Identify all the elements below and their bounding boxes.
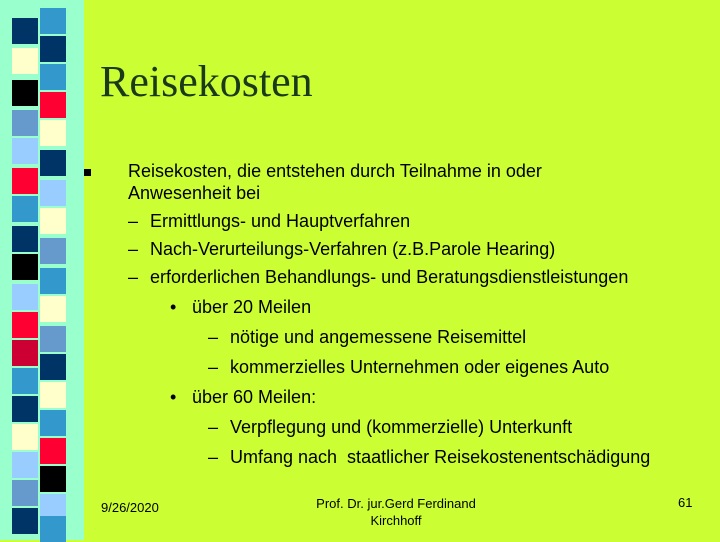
decorative-block bbox=[12, 138, 38, 164]
footer-author-line1: Prof. Dr. jur.Gerd Ferdinand bbox=[316, 496, 476, 511]
slide-line bbox=[170, 386, 316, 408]
line-marker: – bbox=[128, 211, 139, 231]
decorative-block bbox=[12, 312, 38, 338]
decorative-block bbox=[12, 508, 38, 534]
decorative-block bbox=[40, 36, 66, 62]
decorative-block bbox=[40, 354, 66, 380]
line-text: kommerzielles Unternehmen oder eigenes Auto bbox=[230, 357, 610, 377]
decorative-block bbox=[40, 268, 66, 294]
line-text: Verpflegung und (kommerzielle) Unterkunft bbox=[230, 417, 573, 437]
decorative-block bbox=[40, 150, 66, 176]
line-text: über 60 Meilen: bbox=[192, 387, 317, 407]
decorative-block bbox=[40, 466, 66, 492]
decorative-block bbox=[12, 452, 38, 478]
decorative-block bbox=[40, 8, 66, 34]
line-text: über 20 Meilen bbox=[192, 297, 312, 317]
decorative-block bbox=[12, 110, 38, 136]
decorative-block bbox=[40, 180, 66, 206]
decorative-block bbox=[12, 340, 38, 366]
decorative-block bbox=[40, 120, 66, 146]
decorative-block bbox=[40, 64, 66, 90]
bullet-square-icon bbox=[84, 169, 91, 176]
line-text: Ermittlungs- und Hauptverfahren bbox=[150, 211, 411, 231]
line-marker: • bbox=[170, 387, 177, 407]
decorative-block bbox=[12, 254, 38, 280]
decorative-block bbox=[12, 168, 38, 194]
slide-line bbox=[208, 416, 572, 438]
slide-title: Reisekosten bbox=[100, 57, 313, 106]
decorative-block bbox=[12, 480, 38, 506]
decorative-block bbox=[12, 284, 38, 310]
footer-author bbox=[286, 495, 506, 529]
slide-line bbox=[208, 446, 650, 468]
decorative-block bbox=[40, 238, 66, 264]
decorative-block bbox=[12, 196, 38, 222]
decorative-block bbox=[40, 296, 66, 322]
line-text: erforderlichen Behandlungs- und Beratungsdienstleistungen bbox=[150, 267, 629, 287]
line-marker: – bbox=[208, 357, 219, 377]
slide-line bbox=[128, 210, 410, 232]
decorative-block bbox=[12, 226, 38, 252]
line-marker: – bbox=[208, 447, 219, 467]
decorative-block bbox=[40, 326, 66, 352]
line-marker: – bbox=[208, 417, 219, 437]
slide-line bbox=[128, 266, 628, 288]
slide-line bbox=[208, 356, 609, 378]
decorative-block bbox=[12, 368, 38, 394]
decorative-block bbox=[12, 80, 38, 106]
decorative-block bbox=[40, 92, 66, 118]
decorative-block bbox=[40, 208, 66, 234]
footer-date: 9/26/2020 bbox=[101, 500, 159, 515]
decorative-block bbox=[12, 18, 38, 44]
footer-page-number: 61 bbox=[678, 495, 693, 510]
decorative-block bbox=[40, 410, 66, 436]
decorative-block bbox=[40, 382, 66, 408]
decorative-block bbox=[40, 438, 66, 464]
line-text: Reisekosten, die entstehen durch Teilnahme in oder bbox=[128, 161, 542, 181]
line-marker: – bbox=[208, 327, 219, 347]
decorative-block bbox=[12, 48, 38, 74]
slide-line bbox=[170, 296, 311, 318]
decorative-block bbox=[12, 424, 38, 450]
line-text: Anwesenheit bei bbox=[128, 183, 261, 203]
slide-line bbox=[128, 160, 542, 182]
line-text: nötige und angemessene Reisemittel bbox=[230, 327, 527, 347]
footer-author-line2: Kirchhoff bbox=[370, 513, 422, 528]
slide-line bbox=[208, 326, 526, 348]
line-text: Umfang nach staatlicher Reisekostenentschädigung bbox=[230, 447, 651, 467]
decorative-block bbox=[40, 516, 66, 542]
line-marker: • bbox=[170, 297, 177, 317]
slide-line bbox=[128, 238, 555, 260]
decorative-block bbox=[12, 396, 38, 422]
line-marker: – bbox=[128, 267, 139, 287]
line-marker: – bbox=[128, 239, 139, 259]
line-text: Nach-Verurteilungs-Verfahren (z.B.Parole Hearing) bbox=[150, 239, 556, 259]
slide-line bbox=[128, 182, 260, 204]
